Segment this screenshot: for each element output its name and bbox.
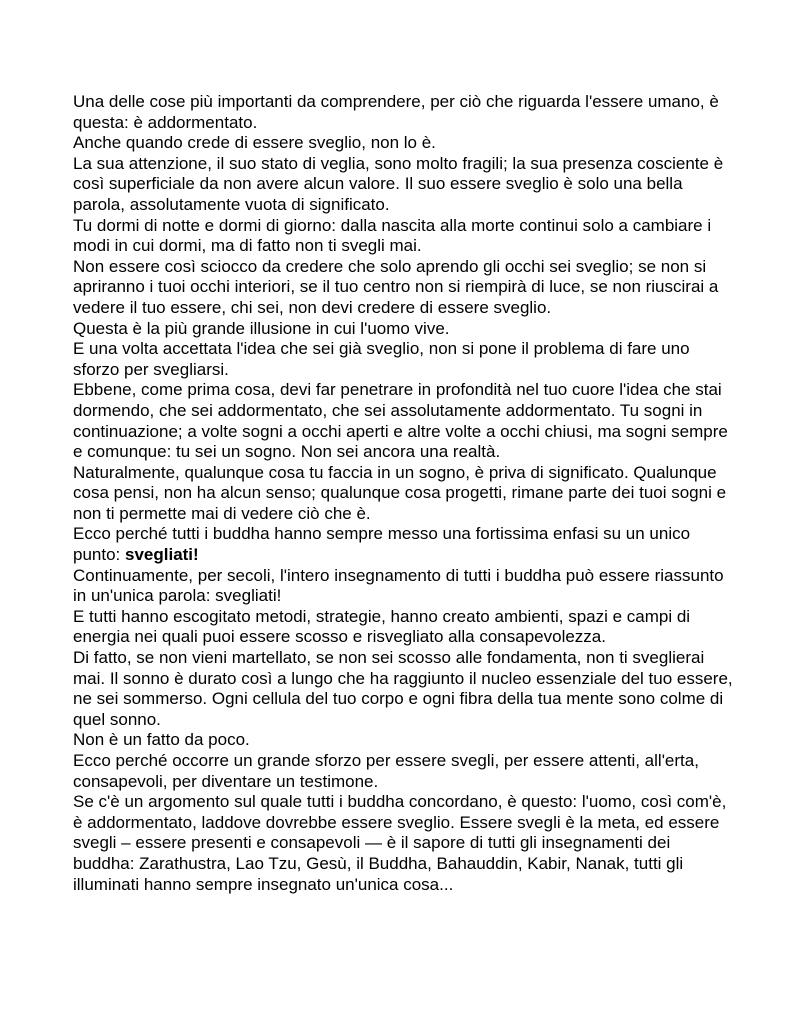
paragraph-text: Ecco perché tutti i buddha hanno sempre messo una fortissima enfasi su un unico punto: xyxy=(73,524,691,565)
paragraph: Ecco perché occorre un grande sforzo per essere svegli, per essere attenti, all'erta, consapevoli, per diventare un testimone. xyxy=(73,751,699,791)
paragraph-buddha-emphasis xyxy=(73,524,733,565)
paragraph: Naturalmente, qualunque cosa tu faccia in un sogno, è priva di significato. Qualunque cosa pensi, non ha alcun senso; qualunque cosa progetti, rimane parte dei tuoi sogni e non ti permette mai di vedere ciò che è. xyxy=(73,462,727,523)
paragraph: Una delle cose più importanti da comprendere, per ciò che riguarda l'essere umano, è questa: è addormentato. xyxy=(73,92,719,132)
document-body xyxy=(73,92,733,895)
emphasis-word: svegliati! xyxy=(125,545,199,565)
paragraph: Questa è la più grande illusione in cui l'uomo vive. xyxy=(73,318,450,338)
paragraph: E tutti hanno escogitato metodi, strategie, hanno creato ambienti, spazi e campi di energia nei quali puoi essere scosso e risvegliato alla consapevolezza. xyxy=(73,606,691,647)
paragraph: Continuamente, per secoli, l'intero insegnamento di tutti i buddha può essere riassunto in un'unica parola: svegliati! xyxy=(73,565,724,606)
paragraph: La sua attenzione, il suo stato di veglia, sono molto fragili; la sua presenza cosciente è così superficiale da non avere alcun valore. Il suo essere sveglio è solo una bella parola, assolutamente vuota di significato. xyxy=(73,153,724,214)
paragraph: Se c'è un argomento sul quale tutti i buddha concordano, è questo: l'uomo, così com'è, è addormentato, laddove dovrebbe essere sveglio. Essere svegli è la meta, ed essere svegli – essere presenti e consapevoli — è il sapore di tutti gli insegnamenti dei buddha: Zarathustra, Lao Tzu, Gesù, il Buddha, Bahauddin, Kabir, Nanak, tutti gli illuminati hanno sempre insegnato un'unica cosa... xyxy=(73,792,727,894)
paragraph: Anche quando crede di essere sveglio, non lo è. xyxy=(73,133,436,153)
paragraph: Non è un fatto da poco. xyxy=(73,730,250,750)
paragraph: Ebbene, come prima cosa, devi far penetrare in profondità nel tuo cuore l'idea che stai dormendo, che sei addormentato, che sei assolutamente addormentato. Tu sogni in continuazione; a volte sogni a occhi aperti e altre volte a occhi chiusi, ma sogni sempre e comunque: tu sei un sogno. Non sei ancora una realtà. xyxy=(73,380,728,462)
paragraph: E una volta accettata l'idea che sei già sveglio, non si pone il problema di fare uno sforzo per svegliarsi. xyxy=(73,339,690,379)
paragraph: Di fatto, se non vieni martellato, se non sei scosso alle fondamenta, non ti sveglierai mai. Il sonno è durato così a lungo che ha raggiunto il nucleo essenziale del tuo essere, ne sei sommerso. Ogni cellula del tuo corpo e ogni fibra della tua mente sono colme di quel sonno. xyxy=(73,648,733,729)
paragraph: Tu dormi di notte e dormi di giorno: dalla nascita alla morte continui solo a cambiare i modi in cui dormi, ma di fatto non ti svegli mai. xyxy=(73,215,712,256)
paragraph: Non essere così sciocco da credere che solo aprendo gli occhi sei sveglio; se non si apriranno i tuoi occhi interiori, se il tuo centro non si riempirà di luce, se non riuscirai a vedere il tuo essere, chi sei, non devi credere di essere sveglio. xyxy=(73,256,719,317)
